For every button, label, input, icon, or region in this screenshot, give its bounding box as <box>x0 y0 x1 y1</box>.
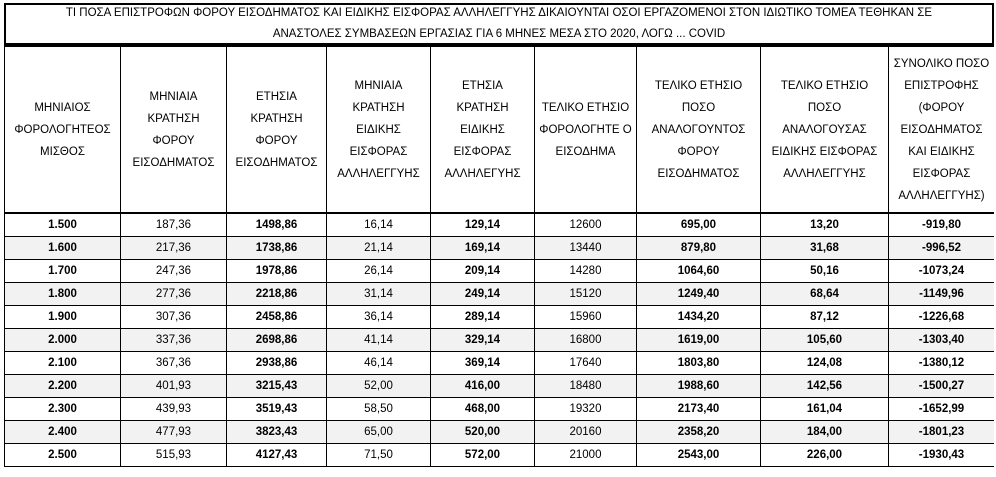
table-cell: 247,36 <box>121 260 227 283</box>
table-cell: 249,14 <box>431 283 535 306</box>
table-cell: 31,14 <box>327 283 431 306</box>
table-cell: 36,14 <box>327 306 431 329</box>
title-line-2: ΑΝΑΣΤΟΛΕΣ ΣΥΜΒΑΣΕΩΝ ΕΡΓΑΣΙΑΣ ΓΙΑ 6 ΜΗΝΕΣ ΜΕΣΑ ΣΤΟ 2020, ΛΟΓΩ ... COVID <box>272 28 726 40</box>
header-label: ΤΕΛΙΚΟ ΕΤΗΣΙΟ ΠΟΣΟ ΑΝΑΛΟΓΟΥΣΑΣ ΕΙΔΙΚΗΣ ΕΙΣΦΟΡΑΣ ΑΛΛΗΛΕΓΓΥΗΣ <box>771 79 878 180</box>
table-cell: 15120 <box>535 283 637 306</box>
table-cell: 1434,20 <box>637 306 761 329</box>
table-body <box>5 213 995 467</box>
table-cell: -919,80 <box>889 213 995 237</box>
table-cell: 2.200 <box>5 375 121 398</box>
table-cell: 2458,86 <box>227 306 327 329</box>
header-label: ΤΕΛΙΚΟ ΕΤΗΣΙΟ ΦΟΡΟΛΟΓΗΤΕ Ο ΕΙΣΟΔΗΜΑ <box>539 101 632 158</box>
table-cell: 416,00 <box>431 375 535 398</box>
table-cell: 1249,40 <box>637 283 761 306</box>
header-final-taxable-income <box>535 46 637 213</box>
table-row <box>5 444 995 467</box>
title-line-1: ΤΙ ΠΟΣΑ ΕΠΙΣΤΡΟΦΩΝ ΦΟΡΟΥ ΕΙΣΟΔΗΜΑΤΟΣ ΚΑΙ ΕΙΔΙΚΗΣ ΕΙΣΦΟΡΑΣ ΑΛΛΗΛΕΓΓΥΗΣ ΔΙΚΑΙΟΥΝΤΑΙ ΟΣΟΙ ΕΡΓΑΖΟΜΕΝΟΙ ΣΤΟΝ ΙΔΙΩΤΙΚΟ ΤΟΜΕΑ ΤΕΘΗΚΑΝ ΣΕ <box>65 7 933 19</box>
table-cell: 15960 <box>535 306 637 329</box>
table-cell: 401,93 <box>121 375 227 398</box>
header-annual-solidarity <box>431 46 535 213</box>
header-label: ΕΤΗΣΙΑ ΚΡΑΤΗΣΗ ΦΟΡΟΥ ΕΙΣΟΔΗΜΑΤΟΣ <box>235 90 318 169</box>
table-cell: 17640 <box>535 352 637 375</box>
table-cell: 14280 <box>535 260 637 283</box>
table-cell: 1.800 <box>5 283 121 306</box>
table-cell: 2.000 <box>5 329 121 352</box>
table-cell: -1073,24 <box>889 260 995 283</box>
table-cell: 879,80 <box>637 237 761 260</box>
table-cell: 31,68 <box>761 237 889 260</box>
table-cell: 209,14 <box>431 260 535 283</box>
table-cell: -1149,96 <box>889 283 995 306</box>
table-cell: 1064,60 <box>637 260 761 283</box>
table-cell: 468,00 <box>431 398 535 421</box>
table-cell: 87,12 <box>761 306 889 329</box>
table-cell: 19320 <box>535 398 637 421</box>
table-cell: 2.500 <box>5 444 121 467</box>
table-cell: 41,14 <box>327 329 431 352</box>
header-monthly-solidarity <box>327 46 431 213</box>
table-cell: 16,14 <box>327 213 431 237</box>
header-label: ΜΗΝΙΑΙΑ ΚΡΑΤΗΣΗ ΦΟΡΟΥ ΕΙΣΟΔΗΜΑΤΟΣ <box>132 90 215 169</box>
table-cell: 2218,86 <box>227 283 327 306</box>
table-cell: 277,36 <box>121 283 227 306</box>
table-cell: 1498,86 <box>227 213 327 237</box>
table-cell: 142,56 <box>761 375 889 398</box>
table-cell: 572,00 <box>431 444 535 467</box>
table-cell: 1619,00 <box>637 329 761 352</box>
header-final-solidarity <box>761 46 889 213</box>
table-row <box>5 421 995 444</box>
table-cell: 1803,80 <box>637 352 761 375</box>
table-row <box>5 283 995 306</box>
header-label: ΣΥΝΟΛΙΚΟ ΠΟΣΟ ΕΠΙΣΤΡΟΦΗΣ (ΦΟΡΟΥ ΕΙΣΟΔΗΜΑΤΟΣ ΚΑΙ ΕΙΔΙΚΗΣ ΕΙΣΦΟΡΑΣ ΑΛΛΗΛΕΓΓΥΗΣ) <box>893 57 990 202</box>
table-cell: 1978,86 <box>227 260 327 283</box>
table-cell: 2543,00 <box>637 444 761 467</box>
header-row <box>5 46 995 213</box>
table-cell: 289,14 <box>431 306 535 329</box>
table-cell: 2.100 <box>5 352 121 375</box>
header-label: ΜΗΝΙΑΙΑ ΚΡΑΤΗΣΗ ΕΙΔΙΚΗΣ ΕΙΣΦΟΡΑΣ ΑΛΛΗΛΕΓΓΥΗΣ <box>337 79 420 180</box>
header-label: ΜΗΝΙΑΙΟΣ ΦΟΡΟΛΟΓΗΤΕΟΣ ΜΙΣΘΟΣ <box>14 101 111 158</box>
table-row <box>5 306 995 329</box>
table-cell: 3519,43 <box>227 398 327 421</box>
table-row <box>5 213 995 237</box>
table-cell: 105,60 <box>761 329 889 352</box>
table-cell: 52,00 <box>327 375 431 398</box>
table-cell: 1988,60 <box>637 375 761 398</box>
table-cell: 515,93 <box>121 444 227 467</box>
header-monthly-taxable-salary <box>5 46 121 213</box>
table-cell: 695,00 <box>637 213 761 237</box>
table-cell: 65,00 <box>327 421 431 444</box>
table-row <box>5 329 995 352</box>
table-row <box>5 352 995 375</box>
header-label: ΤΕΛΙΚΟ ΕΤΗΣΙΟ ΠΟΣΟ ΑΝΑΛΟΓΟΥΝΤΟΣ ΦΟΡΟΥ ΕΙΣΟΔΗΜΑΤΟΣ <box>651 79 746 180</box>
table-cell: 20160 <box>535 421 637 444</box>
table-cell: 26,14 <box>327 260 431 283</box>
table-cell: 4127,43 <box>227 444 327 467</box>
table-cell: 1.600 <box>5 237 121 260</box>
table-cell: 187,36 <box>121 213 227 237</box>
table-cell: 2173,40 <box>637 398 761 421</box>
table-cell: 1.500 <box>5 213 121 237</box>
table-cell: 68,64 <box>761 283 889 306</box>
table-row <box>5 237 995 260</box>
table-cell: 50,16 <box>761 260 889 283</box>
table-cell: 21000 <box>535 444 637 467</box>
table-row <box>5 375 995 398</box>
table-cell: 3215,43 <box>227 375 327 398</box>
table-cell: 217,36 <box>121 237 227 260</box>
tax-refund-table <box>4 45 994 467</box>
table-cell: 129,14 <box>431 213 535 237</box>
table-cell: 2698,86 <box>227 329 327 352</box>
table-cell: 2.400 <box>5 421 121 444</box>
header-monthly-income-tax <box>121 46 227 213</box>
header-total-refund <box>889 46 995 213</box>
header-label: ΕΤΗΣΙΑ ΚΡΑΤΗΣΗ ΕΙΔΙΚΗΣ ΕΙΣΦΟΡΑΣ ΑΛΛΗΛΕΓΥΗΣ <box>444 79 521 180</box>
table-cell: 439,93 <box>121 398 227 421</box>
spreadsheet-sheet <box>4 3 994 477</box>
table-cell: -1930,43 <box>889 444 995 467</box>
table-cell: 71,50 <box>327 444 431 467</box>
table-cell: 1.700 <box>5 260 121 283</box>
table-cell: -1303,40 <box>889 329 995 352</box>
table-cell: 2.300 <box>5 398 121 421</box>
table-row <box>5 398 995 421</box>
table-cell: 307,36 <box>121 306 227 329</box>
table-cell: -1380,12 <box>889 352 995 375</box>
table-cell: -1652,99 <box>889 398 995 421</box>
table-cell: -996,52 <box>889 237 995 260</box>
table-cell: 2358,20 <box>637 421 761 444</box>
table-cell: 13440 <box>535 237 637 260</box>
table-cell: 329,14 <box>431 329 535 352</box>
table-cell: 161,04 <box>761 398 889 421</box>
table-cell: 46,14 <box>327 352 431 375</box>
table-cell: 1.900 <box>5 306 121 329</box>
table-cell: 226,00 <box>761 444 889 467</box>
table-cell: 3823,43 <box>227 421 327 444</box>
table-title <box>4 3 994 45</box>
table-cell: 58,50 <box>327 398 431 421</box>
table-cell: 367,36 <box>121 352 227 375</box>
table-cell: 12600 <box>535 213 637 237</box>
table-row <box>5 260 995 283</box>
table-cell: 369,14 <box>431 352 535 375</box>
table-cell: 2938,86 <box>227 352 327 375</box>
table-cell: 13,20 <box>761 213 889 237</box>
table-cell: 169,14 <box>431 237 535 260</box>
header-final-income-tax <box>637 46 761 213</box>
table-cell: 1738,86 <box>227 237 327 260</box>
header-annual-income-tax <box>227 46 327 213</box>
table-cell: 477,93 <box>121 421 227 444</box>
table-cell: 184,00 <box>761 421 889 444</box>
table-cell: 16800 <box>535 329 637 352</box>
table-cell: 18480 <box>535 375 637 398</box>
table-cell: -1801,23 <box>889 421 995 444</box>
table-cell: 21,14 <box>327 237 431 260</box>
table-cell: 337,36 <box>121 329 227 352</box>
table-cell: -1500,27 <box>889 375 995 398</box>
table-cell: -1226,68 <box>889 306 995 329</box>
table-cell: 124,08 <box>761 352 889 375</box>
table-cell: 520,00 <box>431 421 535 444</box>
